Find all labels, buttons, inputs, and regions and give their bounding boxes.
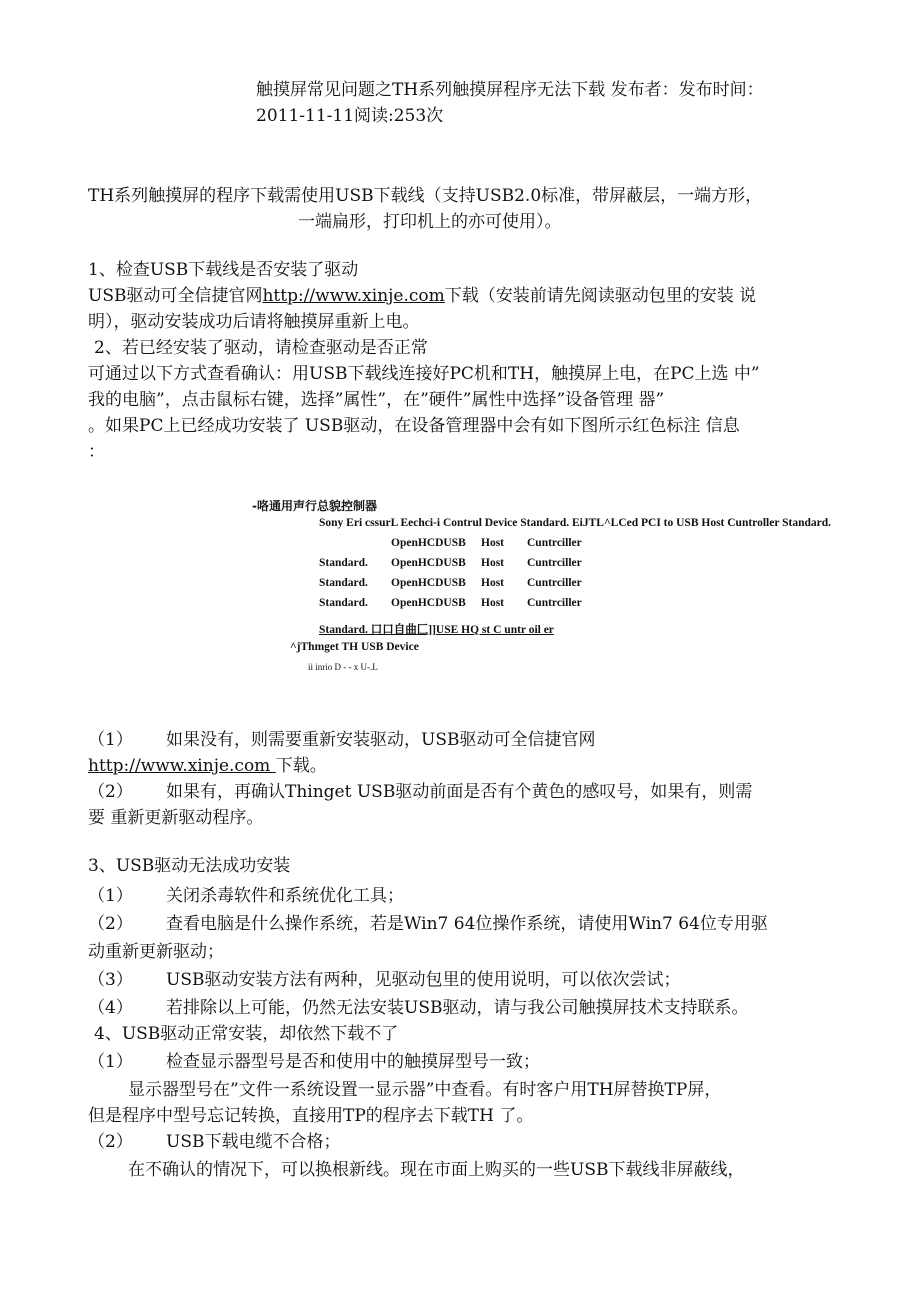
device-row-3-d: Cuntrciller (527, 577, 582, 589)
device-row-4-c: Host (481, 597, 504, 609)
section-3-item-2-cont (88, 939, 224, 965)
intro-line-1: TH系列触摸屏的程序下载需使用USB下载线（支持USB2.0标准，带屏蔽层，一端方形， (88, 186, 763, 206)
device-row-1-d: Cuntrciller (527, 537, 582, 549)
doc-title-line-2: 2011-11-11阅读:253次 (256, 106, 444, 126)
section-1-text-pre: USB驱动可全信捷官网 (88, 286, 263, 306)
section-2-line-3: 。如果PC上已经成功安装了 USB驱动，在设备管理器中会有如下图所示红色标注 信息 (88, 416, 740, 436)
section-3-item-3-text: USB驱动安装方法有两种，见驱动包里的使用说明，可以依次尝试； (166, 970, 681, 990)
device-row-1-b: OpenHCDUSB (391, 537, 466, 549)
device-row-4 (319, 597, 619, 613)
device-row-4-b: OpenHCDUSB (391, 597, 466, 609)
device-row-4-a: Standard. (319, 597, 368, 609)
section-4-item-1-line-3: 但是程序中型号忘记转换，直接用TP的程序去下载TH 了。 (88, 1106, 534, 1126)
section-1-line-2: 明），驱动安装成功后请将触摸屏重新上电。 (88, 312, 420, 332)
section-3-item-4 (88, 995, 748, 1021)
section-4-item-2-text: USB下载电缆不合格； (166, 1132, 341, 1152)
section-2-line-1: 可通过以下方式查看确认：用USB下载线连接好PC机和TH，触摸屏上电，在PC上选 中” (88, 364, 760, 384)
device-row-3 (319, 577, 619, 593)
section-1-text-post: 下载（安装前请先阅读驱动包里的安装 说 (444, 286, 757, 306)
section-4-item-2-number: （2） (88, 1132, 133, 1152)
section-4-item-1-number: （1） (88, 1052, 133, 1072)
device-row-3-b: OpenHCDUSB (391, 577, 466, 589)
section-4-item-2-line-2: 在不确认的情况下，可以换根新线。现在市面上购买的一些USB下载线非屏蔽线， (128, 1160, 745, 1180)
device-row-1-c: Host (481, 537, 504, 549)
section-3-item-3-number: （3） (88, 970, 133, 990)
xinje-link-2[interactable]: http://www.xinje.com (88, 756, 276, 776)
note-2-text: 如果有，再确认Thinget USB驱动前面是否有个黄色的感叹号，如果有，则需 (166, 782, 753, 802)
section-4-title: 4、USB驱动正常安装，却依然下载不了 (94, 1024, 399, 1044)
device-row-2-c: Host (481, 557, 504, 569)
note-2-line-2: 要 重新更新驱动程序。 (88, 808, 264, 828)
section-3-item-2-text: 查看电脑是什么操作系统，若是Win7 64位操作系统，请使用Win7 64位专用驱 (166, 914, 768, 934)
section-2-title: 2、若已经安装了驱动，请检查驱动是否正常 (94, 338, 428, 358)
doc-title-line-1: 触摸屏常见问题之TH系列触摸屏程序无法下载 发布者：发布时间： (256, 80, 764, 100)
device-row-2 (319, 557, 619, 573)
section-3-item-2-number: （2） (88, 914, 133, 934)
device-row-3-c: Host (481, 577, 504, 589)
section-1-line-1 (88, 283, 756, 309)
device-row-1 (319, 537, 619, 553)
section-4-item-1-text: 检查显示器型号是否和使用中的触摸屏型号一致； (166, 1052, 540, 1072)
section-3-item-1 (88, 883, 404, 909)
section-3-item-1-text: 关闭杀毒软件和系统优化工具； (166, 886, 404, 906)
section-3-item-4-number: （4） (88, 998, 133, 1018)
note-1 (88, 727, 595, 753)
device-sub-note: ii inrio D - - x U-.L (308, 662, 378, 672)
note-2-number: （2） (88, 782, 133, 802)
section-4-item-1 (88, 1049, 540, 1075)
thinget-usb-device: ^jThmget TH USB Device (290, 641, 419, 653)
xinje-link[interactable]: http://www.xinje.com (262, 286, 445, 306)
intro-line-2: 一端扁形，打印机上的亦可使用）。 (298, 212, 562, 232)
device-row-2-a: Standard. (319, 557, 368, 569)
usb-controller-category: -咯通用声行总貌控制器 (252, 499, 377, 513)
section-3-title: 3、USB驱动无法成功安装 (88, 856, 291, 876)
device-row-2-b: OpenHCDUSB (391, 557, 466, 569)
section-3-item-2 (88, 911, 768, 937)
device-row-highlighted: Standard. 口口自曲匚]]USE HQ st C untr oil er (319, 624, 554, 636)
note-1-tail: 下载。 (275, 756, 327, 776)
note-2 (88, 779, 752, 805)
device-row-2-d: Cuntrciller (527, 557, 582, 569)
note-1-number: （1） (88, 730, 133, 750)
note-1-text: 如果没有，则需要重新安装驱动，USB驱动可全信捷官网 (166, 730, 596, 750)
section-3-item-2-cont-text: 动重新更新驱动； (88, 942, 224, 962)
note-1-line-2 (88, 753, 327, 779)
section-2-line-4: ： (88, 442, 105, 462)
section-4-item-1-line-2: 显示器型号在”文件一系统设置一显示器”中查看。有时客户用TH屏替换TP屏， (128, 1080, 722, 1100)
section-2-line-2: 我的电脑”，点击鼠标右键，选择”属性”，在”硬件”属性中选择”设备管理 器” (88, 390, 665, 410)
section-3-item-1-number: （1） (88, 886, 133, 906)
section-4-item-2 (88, 1129, 340, 1155)
section-3-item-4-text: 若排除以上可能，仍然无法安装USB驱动，请与我公司触摸屏技术支持联系。 (166, 998, 749, 1018)
section-3-item-3 (88, 967, 680, 993)
device-row-0: Sony Eri cssurL Eechci-i Contrul Device Standard. EiJTL^LCed PCI to USB Host Cuntroller Standard. (319, 517, 831, 529)
device-row-4-d: Cuntrciller (527, 597, 582, 609)
section-1-title: 1、检查USB下载线是否安装了驱动 (88, 260, 359, 280)
device-row-3-a: Standard. (319, 577, 368, 589)
